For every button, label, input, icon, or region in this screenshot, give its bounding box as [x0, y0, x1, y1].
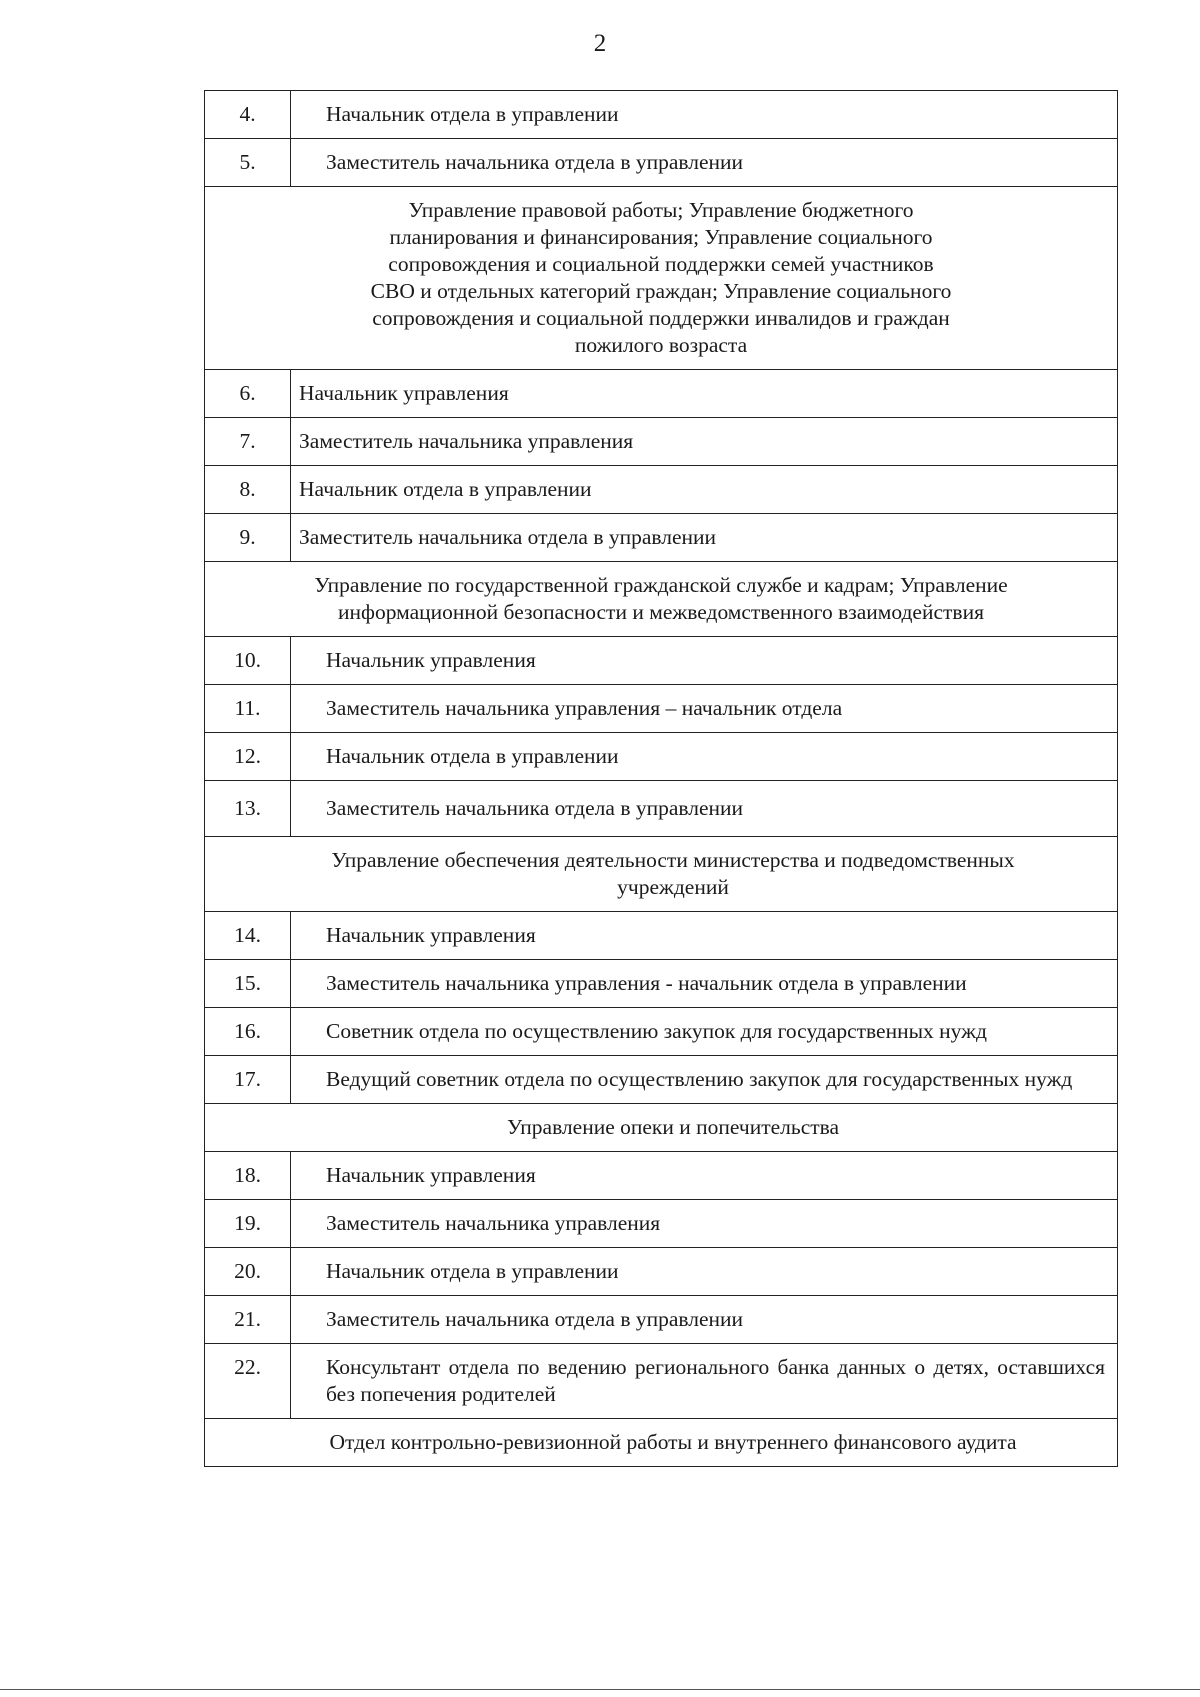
- position-title: Начальник управления: [291, 370, 1118, 418]
- row-number: 13.: [205, 781, 291, 837]
- position-title: Начальник управления: [291, 1152, 1118, 1200]
- section-row: [205, 562, 1118, 637]
- table-row: [205, 1152, 1118, 1200]
- position-title: Заместитель начальника управления – начальник отдела: [291, 685, 1118, 733]
- position-title: Заместитель начальника отдела в управлении: [291, 1296, 1118, 1344]
- page-number: 2: [593, 30, 607, 57]
- row-number: 9.: [205, 514, 291, 562]
- section-heading-line: сопровождения и социальной поддержки семей участников: [388, 252, 934, 276]
- position-title: Начальник отдела в управлении: [291, 466, 1118, 514]
- row-number: 4.: [205, 91, 291, 139]
- table-row: [205, 960, 1118, 1008]
- table-row: [205, 1248, 1118, 1296]
- row-number: 19.: [205, 1200, 291, 1248]
- position-title: Заместитель начальника отдела в управлении: [291, 139, 1118, 187]
- position-title: Начальник отдела в управлении: [291, 733, 1118, 781]
- row-number: 8.: [205, 466, 291, 514]
- position-title: Советник отдела по осуществлению закупок для государственных нужд: [291, 1008, 1118, 1056]
- table-row: [205, 139, 1118, 187]
- row-number: 10.: [205, 637, 291, 685]
- section-heading-line: планирования и финансирования; Управление социального: [389, 225, 933, 249]
- section-row: [205, 1104, 1118, 1152]
- position-title: Заместитель начальника управления: [291, 418, 1118, 466]
- position-title: Начальник отдела в управлении: [291, 1248, 1118, 1296]
- section-heading-line: Управление по государственной гражданской службе и кадрам; Управление: [314, 573, 1008, 597]
- table-row: [205, 637, 1118, 685]
- row-number: 18.: [205, 1152, 291, 1200]
- section-row: [205, 837, 1118, 912]
- table-row: [205, 370, 1118, 418]
- table-row: [205, 514, 1118, 562]
- table-row: [205, 685, 1118, 733]
- table-row: [205, 1344, 1118, 1419]
- section-heading-line: Управление опеки и попечительства: [506, 1115, 840, 1139]
- position-title: Ведущий советник отдела по осуществлению закупок для государственных нужд: [291, 1056, 1118, 1104]
- position-title: Заместитель начальника управления: [291, 1200, 1118, 1248]
- row-number: 14.: [205, 912, 291, 960]
- table-row: [205, 418, 1118, 466]
- section-heading: [205, 1104, 1118, 1152]
- row-number: 7.: [205, 418, 291, 466]
- row-number: 15.: [205, 960, 291, 1008]
- section-heading: [205, 562, 1118, 637]
- row-number: 6.: [205, 370, 291, 418]
- table-row: [205, 1008, 1118, 1056]
- table-row: [205, 781, 1118, 837]
- table-row: [205, 1056, 1118, 1104]
- page-bottom-rule: [0, 1689, 1200, 1690]
- table-row: [205, 91, 1118, 139]
- row-number: 22.: [205, 1344, 291, 1419]
- section-heading-line: учреждений: [617, 875, 729, 899]
- section-heading-line: СВО и отдельных категорий граждан; Управление социального: [370, 279, 952, 303]
- table-row: [205, 1200, 1118, 1248]
- row-number: 17.: [205, 1056, 291, 1104]
- section-heading-line: Управление обеспечения деятельности министерства и подведомственных: [331, 848, 1015, 872]
- row-number: 11.: [205, 685, 291, 733]
- section-heading: [205, 187, 1118, 370]
- row-number: 12.: [205, 733, 291, 781]
- row-number: 16.: [205, 1008, 291, 1056]
- section-row: [205, 1419, 1118, 1467]
- row-number: 21.: [205, 1296, 291, 1344]
- section-heading-line: информационной безопасности и межведомственного взаимодействия: [338, 600, 984, 624]
- position-title: Консультант отдела по ведению регионального банка данных о детях, оставшихся без попечения родителей: [291, 1344, 1118, 1419]
- table-row: [205, 912, 1118, 960]
- section-heading-line: Отдел контрольно-ревизионной работы и внутреннего финансового аудита: [329, 1430, 1017, 1454]
- positions-table: [204, 90, 1118, 1467]
- position-title: Заместитель начальника отдела в управлении: [291, 781, 1118, 837]
- section-heading: [205, 837, 1118, 912]
- section-heading-line: пожилого возраста: [574, 333, 748, 357]
- table-row: [205, 466, 1118, 514]
- position-title: Начальник управления: [291, 912, 1118, 960]
- section-heading-line: сопровождения и социальной поддержки инвалидов и граждан: [372, 306, 950, 330]
- section-row: [205, 187, 1118, 370]
- section-heading-line: Управление правовой работы; Управление бюджетного: [408, 198, 914, 222]
- row-number: 5.: [205, 139, 291, 187]
- table-row: [205, 1296, 1118, 1344]
- position-title: Заместитель начальника отдела в управлении: [291, 514, 1118, 562]
- position-title: Начальник отдела в управлении: [291, 91, 1118, 139]
- table-row: [205, 733, 1118, 781]
- row-number: 20.: [205, 1248, 291, 1296]
- section-heading: [205, 1419, 1118, 1467]
- position-title: Заместитель начальника управления - начальник отдела в управлении: [291, 960, 1118, 1008]
- position-title: Начальник управления: [291, 637, 1118, 685]
